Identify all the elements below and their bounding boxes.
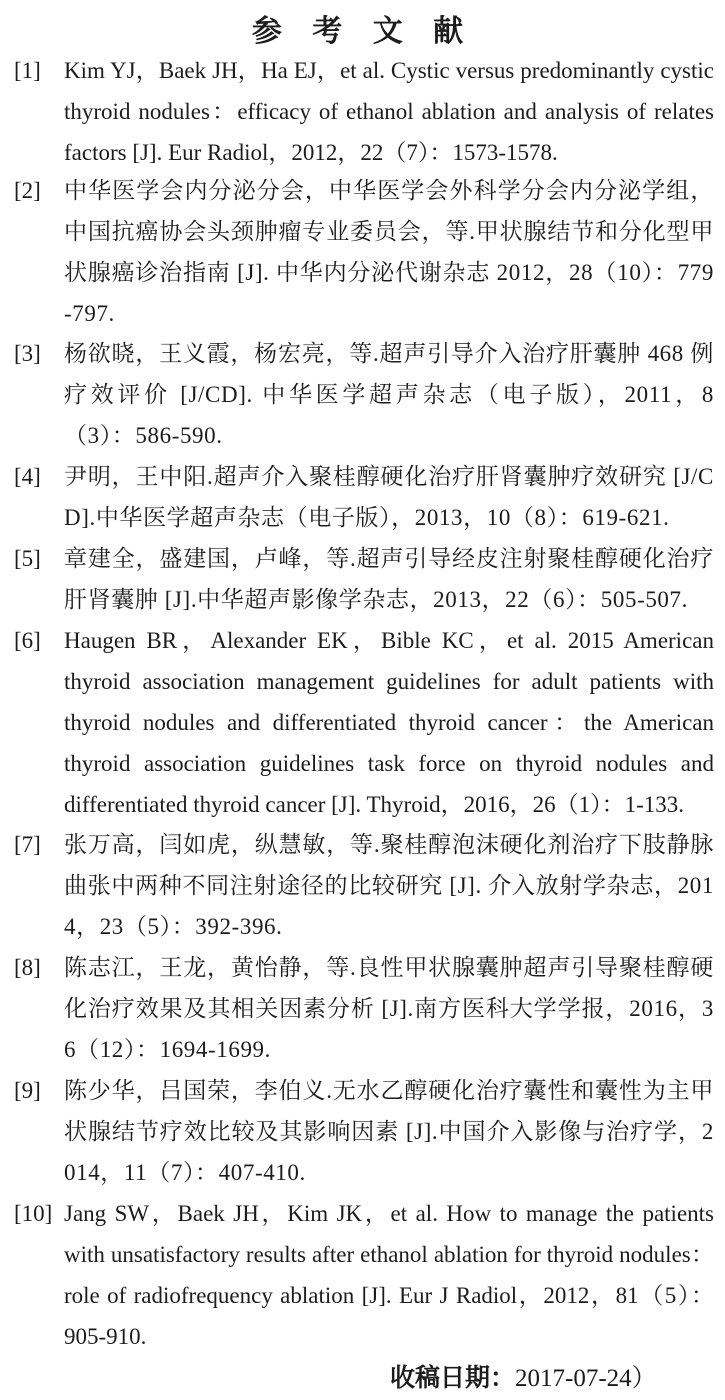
received-date-value: 2017-07-24） bbox=[515, 1365, 657, 1392]
reference-item-10 bbox=[14, 1193, 714, 1357]
reference-text: Jang SW，Baek JH，Kim JK，et al. How to manage the patients with unsatisfactory results after ethanol ablation for thyroid nodules：role of radiofrequency ablation [J]. Eur J Radiol，2012，81（5）：905-910. bbox=[64, 1201, 714, 1349]
received-date bbox=[390, 1358, 657, 1394]
reference-text: 尹明，王中阳.超声介入聚桂醇硬化治疗肝肾囊肿疗效研究 [J/CD].中华医学超声杂志（电子版），2013，10（8）：619-621. bbox=[64, 464, 714, 530]
references-title: 参 考 文 献 bbox=[251, 14, 474, 49]
reference-item-1 bbox=[14, 50, 714, 173]
reference-number: [8] bbox=[14, 955, 41, 980]
reference-number: [5] bbox=[14, 546, 41, 571]
received-date-label: 收稿日期： bbox=[390, 1363, 516, 1392]
reference-item-6 bbox=[14, 620, 714, 825]
reference-text: 中华医学会内分泌分会，中华医学会外科学分会内分泌学组，中国抗癌协会头颈肿瘤专业委员会，等.甲状腺结节和分化型甲状腺癌诊治指南 [J]. 中华内分泌代谢杂志 2012，28（10）：779-797. bbox=[64, 178, 714, 326]
reference-item-9 bbox=[14, 1070, 714, 1193]
reference-text: 张万高，闫如虎，纵慧敏，等.聚桂醇泡沫硬化剂治疗下肢静脉曲张中两种不同注射途径的比较研究 [J]. 介入放射学杂志，2014，23（5）：392-396. bbox=[64, 832, 714, 939]
reference-text: Kim YJ，Baek JH，Ha EJ，et al. Cystic versus predominantly cystic thyroid nodules：efficacy of ethanol ablation and analysis of relates factors [J]. Eur Radiol，2012，22（7）：1573-1578. bbox=[64, 58, 714, 165]
reference-text: Haugen BR，Alexander EK，Bible KC，et al. 2015 American thyroid association management guidelines for adult patients with thyroid nodules and differentiated thyroid cancer：the American thyroid association guidelines task force on thyroid nodules and differentiated thyroid cancer [J]. Thyroid，2016，26（1）：1-133. bbox=[64, 628, 714, 817]
reference-item-5 bbox=[14, 538, 714, 620]
reference-number: [7] bbox=[14, 832, 41, 857]
reference-number: [1] bbox=[14, 58, 41, 83]
reference-number: [10] bbox=[14, 1201, 53, 1226]
reference-text: 杨欲晓，王义霞，杨宏亮，等.超声引导介入治疗肝囊肿 468 例疗效评价 [J/CD]. 中华医学超声杂志（电子版），2011，8（3）：586-590. bbox=[64, 341, 714, 448]
reference-text: 陈志江，王龙，黄怡静，等.良性甲状腺囊肿超声引导聚桂醇硬化治疗效果及其相关因素分析 [J].南方医科大学学报，2016，36（12）：1694-1699. bbox=[64, 955, 714, 1062]
reference-text: 章建全，盛建国，卢峰，等.超声引导经皮注射聚桂醇硬化治疗肝肾囊肿 [J].中华超声影像学杂志，2013，22（6）：505-507. bbox=[64, 546, 714, 612]
reference-number: [9] bbox=[14, 1078, 41, 1103]
reference-item-8 bbox=[14, 947, 714, 1070]
reference-number: [4] bbox=[14, 464, 41, 489]
reference-number: [6] bbox=[14, 628, 41, 653]
reference-item-4 bbox=[14, 456, 714, 538]
reference-item-3 bbox=[14, 333, 714, 456]
reference-number: [3] bbox=[14, 341, 41, 366]
reference-item-2 bbox=[14, 170, 714, 334]
reference-text: 陈少华，吕国荣，李伯义.无水乙醇硬化治疗囊性和囊性为主甲状腺结节疗效比较及其影响因素 [J].中国介入影像与治疗学，2014，11（7）：407-410. bbox=[64, 1078, 714, 1185]
reference-item-7 bbox=[14, 824, 714, 947]
reference-number: [2] bbox=[14, 178, 41, 203]
